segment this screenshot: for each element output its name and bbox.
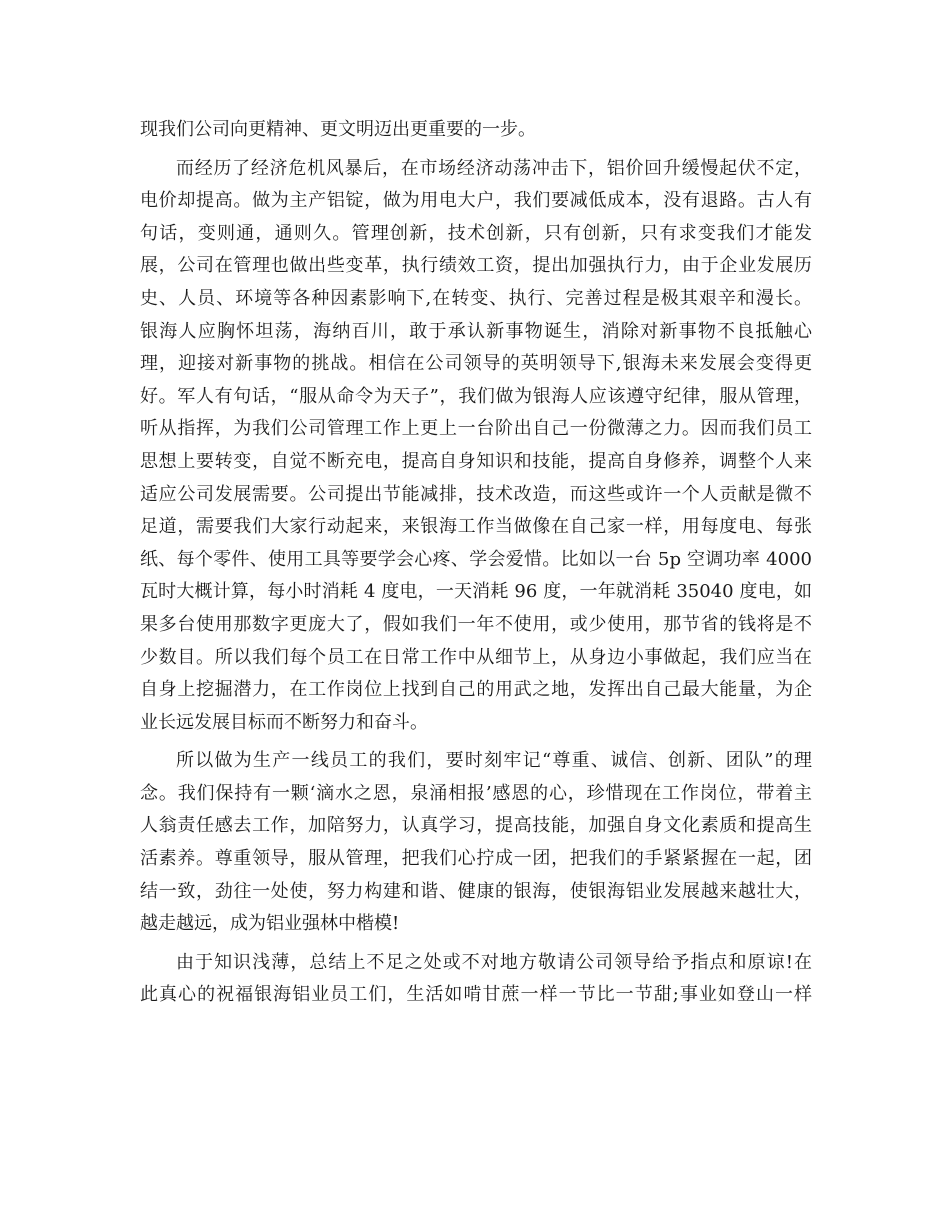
text-line: 少数目。所以我们每个员工在日常工作中从细节上，从身边小事做起，我们应当在 xyxy=(140,646,812,668)
text-line: 现我们公司向更精神、更文明迈出更重要的一步。 xyxy=(140,119,536,140)
text-line: 纸、每个零件、使用工具等要学会心疼、学会爱惜。比如以一台 5p 空调功率 4000 xyxy=(140,548,812,570)
text-line: 听从指挥，为我们公司管理工作上更上一台阶出自己一份微薄之力。因而我们员工 xyxy=(140,418,812,440)
text-line: 念。我们保持有一颗‘滴水之恩，泉涌相报’感恩的心，珍惜现在工作岗位，带着主 xyxy=(140,782,812,804)
text-line: 所以做为生产一线员工的我们，要时刻牢记“尊重、诚信、创新、团队”的理 xyxy=(176,750,812,772)
text-line: 而经历了经济危机风暴后，在市场经济动荡冲击下，铝价回升缓慢起伏不定， xyxy=(176,157,812,179)
text-line: 自身上挖掘潜力，在工作岗位上找到自己的用武之地，发挥出自己最大能量，为企 xyxy=(140,679,812,701)
text-line: 业长远发展目标而不断努力和奋斗。 xyxy=(140,711,428,733)
text-line: 足道，需要我们大家行动起来，来银海工作当做像在自己家一样，用每度电、每张 xyxy=(140,516,812,538)
paragraph xyxy=(140,745,812,941)
text-line: 电价却提高。做为主产铝锭，做为用电大户，我们要减低成本，没有退路。古人有 xyxy=(140,190,812,212)
text-line: 由于知识浅薄，总结上不足之处或不对地方敬请公司领导给予指点和原谅!在 xyxy=(176,951,812,973)
text-line: 越走越远，成为铝业强林中楷模! xyxy=(140,913,400,935)
text-line: 理，迎接对新事物的挑战。相信在公司领导的英明领导下,银海未来发展会变得更 xyxy=(140,353,812,375)
text-line: 展，公司在管理也做出些变革，执行绩效工资，提出加强执行力，由于企业发展历 xyxy=(140,255,812,277)
text-line: 活素养。尊重领导，服从管理，把我们心拧成一团，把我们的手紧紧握在一起，团 xyxy=(140,848,812,870)
text-line: 句话，变则通，通则久。管理创新，技术创新，只有创新，只有求变我们才能发 xyxy=(140,222,812,244)
text-line: 史、人员、环境等各种因素影响下,在转变、执行、完善过程是极其艰辛和漫长。 xyxy=(140,287,812,309)
document-body xyxy=(140,114,812,1012)
paragraph xyxy=(140,114,812,147)
text-line: 适应公司发展需要。公司提出节能减排，技术改造，而这些或许一个人贡献是微不 xyxy=(140,483,812,505)
paragraph xyxy=(140,947,812,1012)
text-line: 好。军人有句话，“服从命令为天子”，我们做为银海人应该遵守纪律，服从管理， xyxy=(140,385,812,407)
text-line: 人翁责任感去工作，加陪努力，认真学习，提高技能，加强自身文化素质和提高生 xyxy=(140,815,812,837)
text-line: 瓦时大概计算，每小时消耗 4 度电，一天消耗 96 度，一年就消耗 35040 度电，如 xyxy=(140,581,812,603)
text-line: 结一致，劲往一处使，努力构建和谐、健康的银海，使银海铝业发展越来越壮大， xyxy=(140,880,812,902)
paragraph xyxy=(140,153,812,740)
text-line: 思想上要转变，自觉不断充电，提高自身知识和技能，提高自身修养，调整个人来 xyxy=(140,450,812,472)
text-line: 果多台使用那数字更庞大了，假如我们一年不使用，或少使用，那节省的钱将是不 xyxy=(140,613,812,635)
text-line: 此真心的祝福银海铝业员工们，生活如啃甘蔗一样一节比一节甜;事业如登山一样 xyxy=(140,984,812,1006)
text-line: 银海人应胸怀坦荡，海纳百川，敢于承认新事物诞生，消除对新事物不良抵触心 xyxy=(140,320,812,342)
